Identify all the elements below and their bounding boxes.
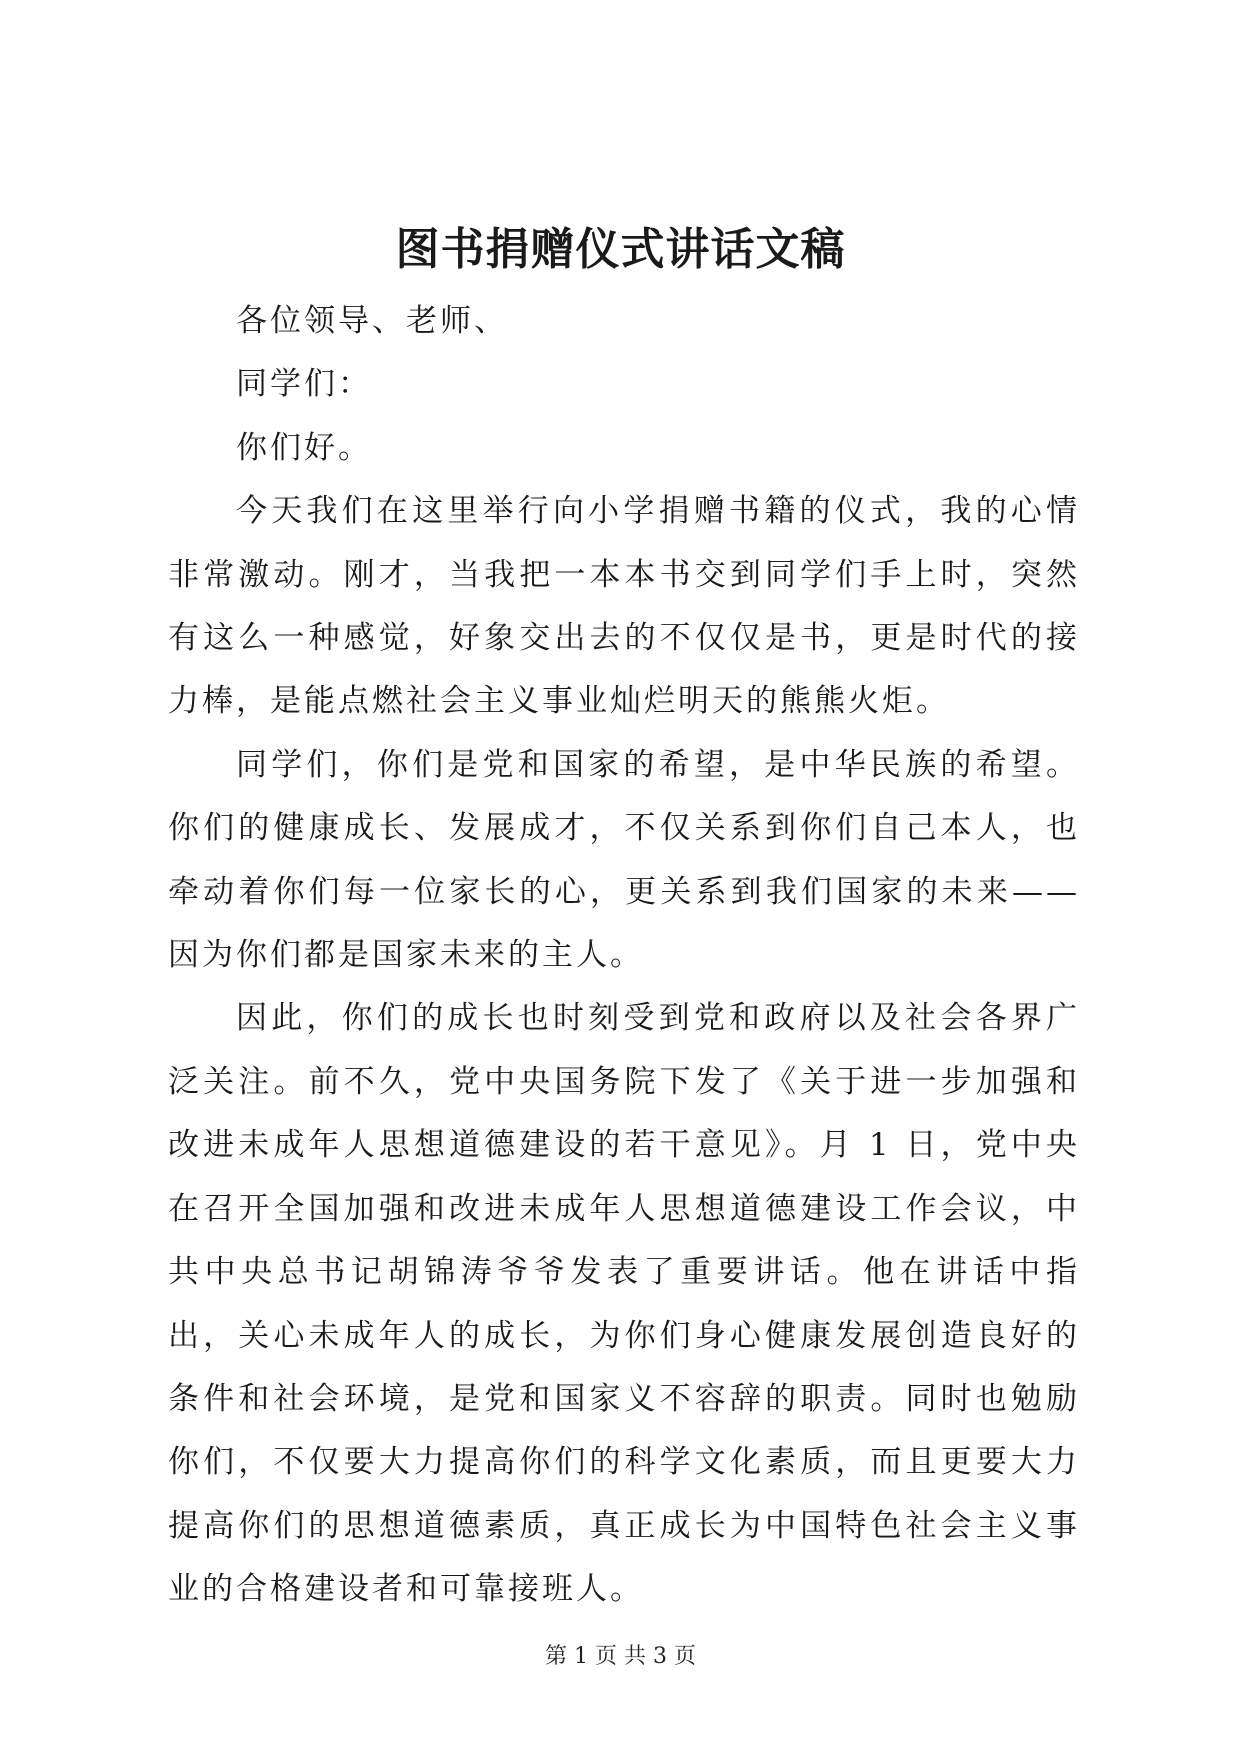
salutation-line-2: 同学们： [236, 366, 372, 403]
document-title: 图书捐赠仪式讲话文稿 [395, 224, 846, 275]
salutation-line-1: 各位领导、老师、 [236, 303, 508, 339]
body-paragraph: 因此，你们的成长也时刻受到党和政府以及社会各界广泛关注。前不久，党中央国务院下发了《关于进一步加强和改进未成年人思想道德建设的若干意见》。月 1 日，党中央在召开全国加强和改进未成年人思想道德建设工作会议，中共中央总书记胡锦涛爷爷发表了重要讲话。他在讲话中指出，关心未成年人的成长，为你们身心健康发展创造良好的条件和社会环境，是党和国家义不容辞的职责。同时也勉励你们，不仅要大力提高你们的科学文化素质，而且更要大力提高你们的思想道德素质，真正成长为中国特色社会主义事业的合格建设者和可靠接班人。 [168, 1000, 1080, 1608]
body-paragraph: 同学们，你们是党和国家的希望，是中华民族的希望。你们的健康成长、发展成才，不仅关系到你们自己本人，也牵动着你们每一位家长的心，更关系到我们国家的未来——因为你们都是国家未来的主人。 [168, 746, 1080, 974]
greeting-line: 你们好。 [236, 429, 372, 466]
body-paragraph: 今天我们在这里举行向小学捐赠书籍的仪式，我的心情非常激动。刚才，当我把一本本书交到同学们手上时，突然有这么一种感觉，好象交出去的不仅仅是书，更是时代的接力棒，是能点燃社会主义事业灿烂明天的熊熊火炬。 [168, 493, 1080, 720]
page-number-footer: 第 1 页 共 3 页 [545, 1644, 696, 1669]
document-body [168, 290, 1080, 1622]
